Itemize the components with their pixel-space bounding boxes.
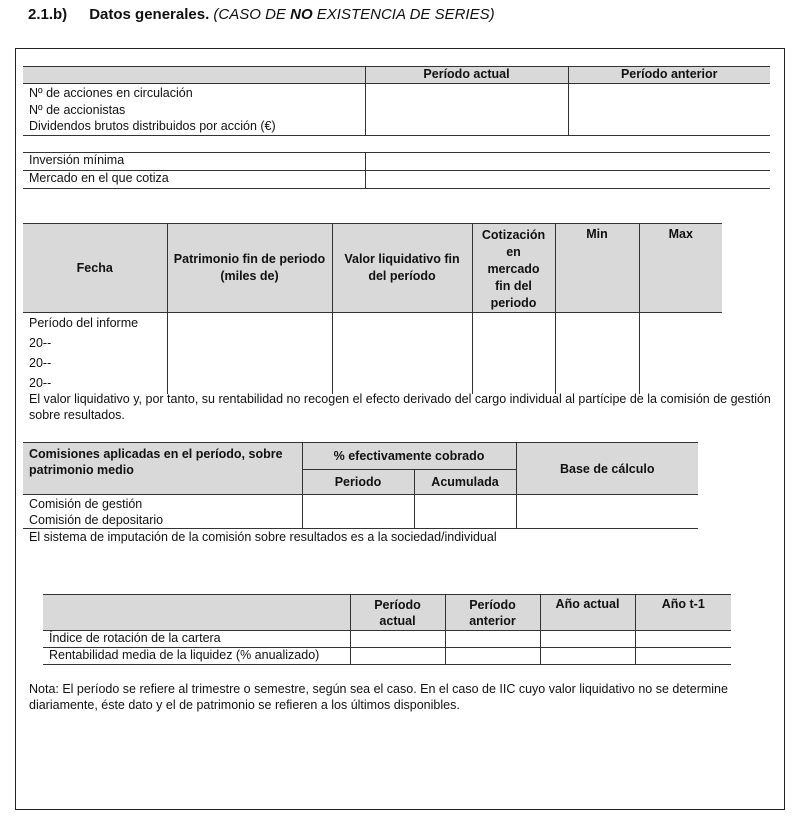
commissions-note: El sistema de imputación de la comisión sobre resultados es a la sociedad/individual — [29, 530, 497, 544]
ratios-header-prev-year: Año t-1 — [635, 595, 731, 631]
commissions-labels-cell — [23, 495, 302, 529]
nav-header-min: Min — [555, 224, 639, 313]
investment-table — [23, 152, 770, 189]
nav-note: El valor liquidativo y, por tanto, su rentabilidad no recogen el efecto derivado del cargo individual al partícipe de la comisión de gestión sobre resultados. — [29, 392, 771, 422]
turnover-current — [350, 631, 445, 648]
commissions-period-values — [302, 495, 414, 529]
shares-header-current: Período actual — [365, 67, 568, 84]
footnote: Nota: El período se refiere al trimestre o semestre, según sea el caso. En el caso de IIC cuyo valor liquidativo no se determine diariamente, éste dato y el de patrimonio se refieren a los últimos disponibles. — [29, 682, 728, 712]
subtitle-bold: NO — [290, 6, 313, 23]
shares-header-previous: Período anterior — [568, 67, 770, 84]
subtitle-pre: (CASO DE — [213, 6, 291, 23]
nav-dates-cell — [23, 313, 167, 394]
market-label: Mercado en el que cotiza — [23, 171, 365, 189]
commissions-header-base: Base de cálculo — [516, 443, 698, 495]
nav-row-year-1: 20-- — [29, 336, 52, 350]
commissions-header-main: Comisiones aplicadas en el período, sobre patrimonio medio — [23, 443, 302, 495]
ratios-table — [43, 594, 731, 665]
turnover-prev-year — [635, 631, 731, 648]
dividends-label: Dividendos brutos distribuidos por acción (€) — [29, 119, 276, 133]
nav-nav-values — [332, 313, 472, 394]
commissions-base-values — [516, 495, 698, 529]
nav-header-quote: Cotización en mercado fin del periodo — [472, 224, 555, 313]
min-investment-label: Inversión mínima — [23, 153, 365, 171]
commissions-header-group: % efectivamente cobrado — [302, 443, 516, 470]
nav-row-year-3: 20-- — [29, 376, 52, 390]
ratios-header-blank — [43, 595, 350, 631]
market-value — [365, 171, 770, 189]
nav-quote-values — [472, 313, 555, 394]
nav-row-report: Período del informe — [29, 316, 139, 330]
commissions-table — [23, 442, 698, 529]
turnover-label: Índice de rotación de la cartera — [43, 631, 350, 648]
section-heading — [28, 6, 495, 23]
commissions-header-accumulated: Acumulada — [414, 470, 516, 495]
nav-header-max: Max — [639, 224, 722, 313]
section-number: 2.1.b) — [28, 6, 68, 23]
liquidity-label: Rentabilidad media de la liquidez (% anualizado) — [43, 648, 350, 665]
nav-max-values — [639, 313, 722, 394]
ratios-header-previous: Período anterior — [445, 595, 540, 631]
commissions-accumulated-values — [414, 495, 516, 529]
liquidity-year — [540, 648, 635, 665]
management-fee-label: Comisión de gestión — [29, 497, 143, 511]
commissions-header-period: Periodo — [302, 470, 414, 495]
shares-labels-cell — [23, 84, 365, 136]
turnover-previous — [445, 631, 540, 648]
nav-table — [23, 223, 722, 394]
section-title: Datos generales. — [89, 6, 210, 23]
min-investment-value — [365, 153, 770, 171]
shares-table — [23, 66, 770, 136]
turnover-year — [540, 631, 635, 648]
ratios-header-current: Período actual — [350, 595, 445, 631]
subtitle-post: EXISTENCIA DE SERIES) — [312, 6, 495, 23]
liquidity-prev-year — [635, 648, 731, 665]
ratios-header-year: Año actual — [540, 595, 635, 631]
liquidity-previous — [445, 648, 540, 665]
nav-row-year-2: 20-- — [29, 356, 52, 370]
nav-patrimony-values — [167, 313, 332, 394]
nav-header-date: Fecha — [23, 224, 167, 313]
shareholders-label: Nº de accionistas — [29, 102, 126, 117]
depositary-fee-label: Comisión de depositario — [29, 513, 164, 527]
nav-header-patrimony: Patrimonio fin de periodo (miles de) — [167, 224, 332, 313]
shares-header-blank — [23, 67, 365, 84]
liquidity-current — [350, 648, 445, 665]
shares-current-value — [365, 84, 568, 136]
nav-header-nav: Valor liquidativo fin del período — [332, 224, 472, 313]
nav-min-values — [555, 313, 639, 394]
section-subtitle — [213, 6, 494, 23]
shares-outstanding-label: Nº de acciones en circulación — [29, 86, 193, 100]
shares-previous-value — [568, 84, 770, 136]
